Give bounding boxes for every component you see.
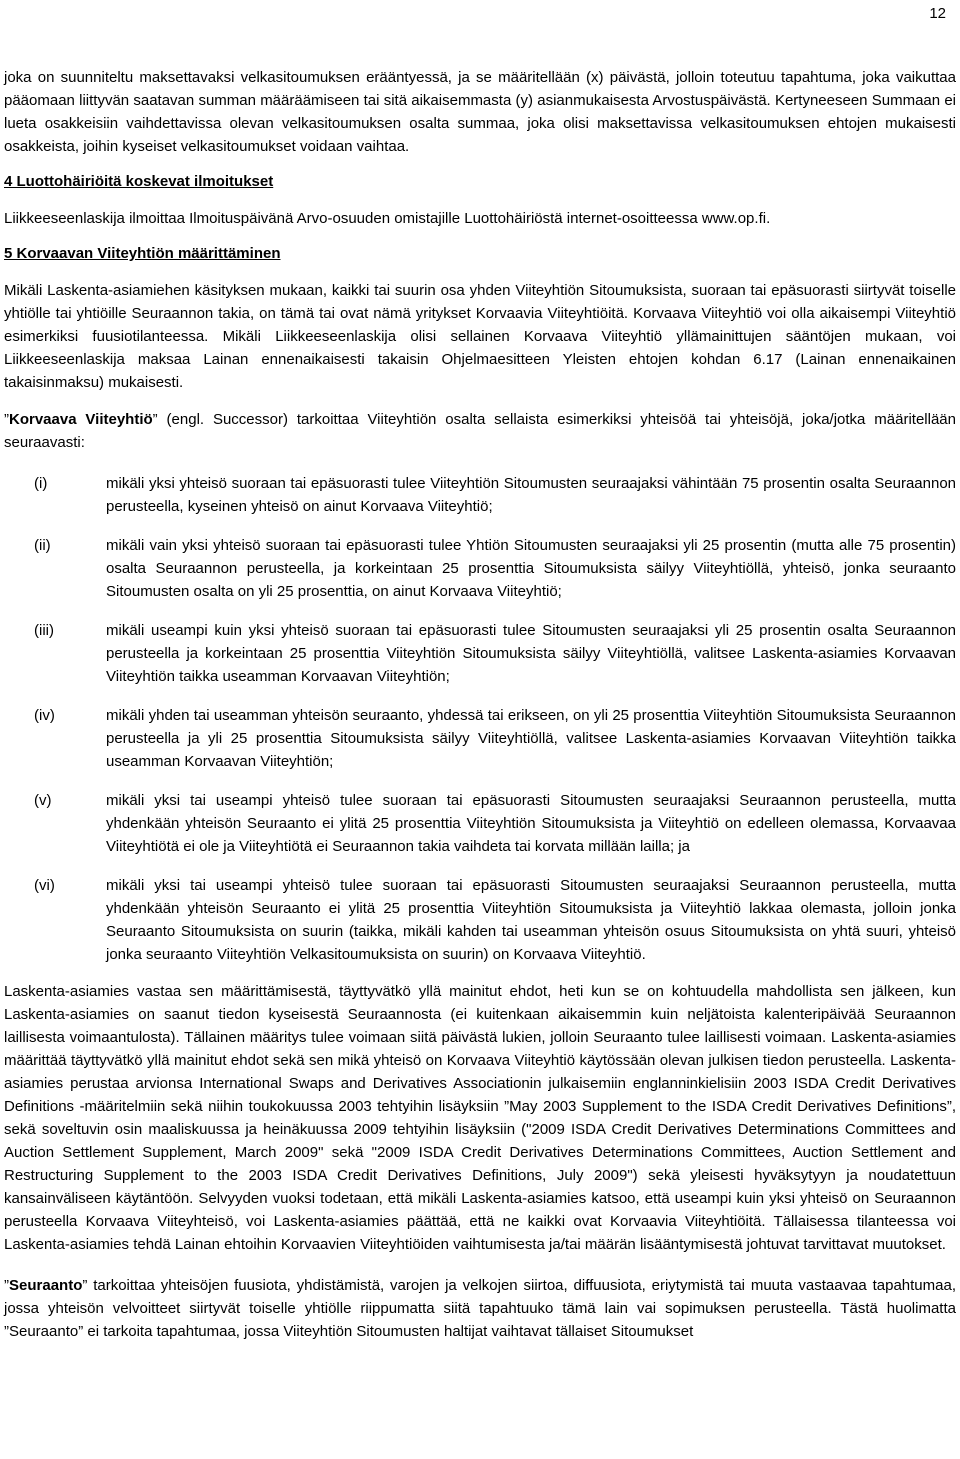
list-item-text: mikäli vain yksi yhteisö suoraan tai epäsuorasti tulee Yhtiön Sitoumusten seuraajaksi yli 25 prosentin (mutta alle 75 prosentin) osalta Seuraannon perusteella, ja korkeintaan 25 prosenttia Sitoumuksista säilyy Viiteyhtiöllä, yhteisö, jonka seuraanto Sitoumusten osalta on yli 25 prosenttia, on ainut Korvaava Viiteyhtiö; bbox=[106, 537, 956, 600]
list-item bbox=[4, 789, 956, 858]
open-quote: ” bbox=[4, 411, 9, 428]
list-item bbox=[4, 534, 956, 603]
list-item bbox=[4, 619, 956, 688]
list-item-number: (iv) bbox=[34, 707, 55, 724]
definition-korvaava-viiteyhtio bbox=[4, 408, 956, 454]
section-5-body: Mikäli Laskenta-asiamiehen käsityksen mukaan, kaikki tai suurin osa yhden Viiteyhtiön Sitoumuksista, suoraan tai epäsuorasti siirtyvät toiselle yhtiölle tai yhtiöille Seuraannon takia, on tämä tai ovat nämä yritykset Korvaavia Viiteyhtiöitä. Korvaava Viiteyhtiö voi olla aikaisempi Viiteyhtiö esimerkiksi fuusiotilanteessa. Mikäli Liikkeeseenlaskija olisi sellainen Korvaava Viiteyhtiö yllämainittujen sääntöjen mukaan, voi Liikkeeseenlaskija maksaa Lainan ennenaikaisesti takaisin Ohjelmaesitteen Yleisten ehtojen kohdan 6.17 (Lainan ennenaikainen takaisinmaksu) mukaisesti. bbox=[4, 282, 956, 391]
definition-text: (engl. Successor) tarkoittaa Viiteyhtiön osalta sellaista esimerkiksi yhteisöä tai yhteisöjä, joka/jotka määritellään seuraavasti: bbox=[4, 411, 956, 451]
section-5-heading: 5 Korvaavan Viiteyhtiön määrittäminen bbox=[4, 245, 281, 262]
list-item-text: mikäli yksi tai useampi yhteisö tulee suoraan tai epäsuorasti Sitoumusten seuraajaksi Seuraannon perusteella, mutta yhdenkään yhteisön Seuraanto ei ylitä 25 prosenttia Viiteyhtiön Sitoumuksista ja Viiteyhtiö lakkaa olemasta, jolloin jonka Seuraanto Sitoumuksista on suurin (taikka, mikäli kahden tai useamman yhteisön osuus Sitoumuksista on yhtä suuri, yhteisö jonka seuraanto Viiteyhtiön Velkasitoumuksista on suurin) on Korvaava Viiteyhtiö. bbox=[106, 877, 956, 963]
list-item-number: (vi) bbox=[34, 877, 55, 894]
document-body bbox=[4, 66, 956, 1343]
list-item-text: mikäli useampi kuin yksi yhteisö suoraan tai epäsuorasti tulee Sitoumusten seuraajaksi yli 25 prosentin osalta Seuraannon perusteella ja korkeintaan 25 prosenttia Viiteyhtiön Sitoumuksista säilyy Viiteyhtiöllä, valitsee Laskenta-asiamies Korvaavan Viiteyhtiön taikka useamman Korvaavan Viiteyhtiön; bbox=[106, 622, 956, 685]
list-item-number: (i) bbox=[34, 475, 48, 492]
list-item bbox=[4, 704, 956, 773]
close-quote: ” bbox=[152, 411, 158, 428]
list-item-number: (ii) bbox=[34, 537, 51, 554]
intro-paragraph: joka on suunniteltu maksettavaksi velkasitoumuksen erääntyessä, ja se määritellään (x) päivästä, jolloin toteutuu tapahtuma, joka vaikuttaa pääomaan liittyvän saatavan summan määräämiseen tai sitä aikaisemmasta (y) asianmukaisesta Arvostuspäivästä. Kertyneeseen Summaan ei lueta osakkeisiin vaihdettavissa olevan velkasitoumuksen osalta summaa, joka olisi maksettavissa velkasitoumuksen ehtojen mukaisesti osakkeista, joihin kyseiset velkasitoumukset voidaan vaihtaa. bbox=[4, 69, 956, 155]
list-item bbox=[4, 874, 956, 966]
definition-term: Seuraanto bbox=[9, 1277, 83, 1294]
section-4-heading: 4 Luottohäiriöitä koskevat ilmoitukset bbox=[4, 173, 274, 190]
list-item-text: mikäli yksi yhteisö suoraan tai epäsuorasti tulee Viiteyhtiön Sitoumusten seuraajaksi vähintään 75 prosentin osalta Seuraannon perusteella, kyseinen yhteisö on ainut Korvaava Viiteyhtiö; bbox=[106, 475, 956, 515]
section-4-body: Liikkeeseenlaskija ilmoittaa Ilmoituspäivänä Arvo-osuuden omistajille Luottohäiriöstä internet-osoitteessa www.op.fi. bbox=[4, 210, 771, 227]
list-item-number: (iii) bbox=[34, 622, 54, 639]
close-quote: ” bbox=[82, 1277, 88, 1294]
successor-criteria-list bbox=[4, 472, 956, 966]
definition-seuraanto bbox=[4, 1274, 956, 1343]
page-number: 12 bbox=[929, 5, 946, 22]
open-quote: ” bbox=[4, 1277, 9, 1294]
closing-paragraph: Laskenta-asiamies vastaa sen määrittämisestä, täyttyvätkö yllä mainitut ehdot, heti kun se on kohtuudella mahdollista sen jälkeen, kun Laskenta-asiamies on saanut tiedon kyseisestä Seuraannosta (ei kuitenkaan aikaisemmin kuin neljätoista kalenteripäivää Seuraannon laillisesta voimaantulosta). Tällainen määritys tulee voimaan siitä päivästä lukien, jolloin Seuraanto tulee laillisesti voimaan. Laskenta-asiamies määrittää täyttyvätkö yllä mainitut ehdot sekä sen mikä yhteisö on Korvaava Viiteyhtiö käytössään olevan julkisen tiedon perusteella. Laskenta-asiamies perustaa arvionsa International Swaps and Derivatives Associationin julkaisemiin englanninkielisiin 2003 ISDA Credit Derivatives Definitions -määritelmiin sekä niihin toukokuussa 2003 tehtyihin lisäyksiin ”May 2003 Supplement to the ISDA Credit Derivatives Definitions”, sekä soveltuvin osin maaliskuussa ja heinäkuussa 2009 tehtyihin lisäyksiin ("2009 ISDA Credit Derivatives Determinations Committees and Auction Settlement Supplement, March 2009" sekä "2009 ISDA Credit Derivatives Determinations Committees, Auction Settlement and Restructuring Supplement to the 2003 ISDA Credit Derivatives Definitions, July 2009") sekä yleisesti hyväksytyyn ja noudatettuun kansainväliseen käytäntöön. Selvyyden vuoksi todetaan, että mikäli Laskenta-asiamies katsoo, että useampi kuin yksi yhteisö on Seuraannon perusteella Korvaava Viiteyhteisö, voi Laskenta-asiamies päättää, että ne kaikki ovat Korvaavia Viiteyhtiöitä. Tällaisessa tilanteessa voi Laskenta-asiamies tehdä Lainan ehtoihin Korvaavien Viiteyhtiöiden vaihtumisesta ja/tai määrän lisääntymisestä johtuvat tarvittavat muutokset. bbox=[4, 983, 956, 1253]
definition-term: Korvaava Viiteyhtiö bbox=[9, 411, 153, 428]
list-item-text: mikäli yhden tai useamman yhteisön seuraanto, yhdessä tai erikseen, on yli 25 prosenttia Viiteyhtiön Sitoumuksista Seuraannon perusteella ja yli 25 prosenttia Sitoumuksista säilyy Viiteyhtiöllä, valitsee Laskenta-asiamies Korvaavan Viiteyhtiön taikka useamman Korvaavan Viiteyhtiön; bbox=[106, 707, 956, 770]
list-item bbox=[4, 472, 956, 518]
list-item-text: mikäli yksi tai useampi yhteisö tulee suoraan tai epäsuorasti Sitoumusten seuraajaksi Seuraannon perusteella, mutta yhdenkään yhteisön Seuraanto ei ylitä 25 prosenttia Viiteyhtiön Sitoumuksista ja Viiteyhtiö on edelleen olemassa, Korvaavaa Viiteyhtiötä ei ole ja Viiteyhtiötä ei Seuraannon takia vaihdeta tai korvata millään lailla; ja bbox=[106, 792, 956, 855]
list-item-number: (v) bbox=[34, 792, 52, 809]
definition-text: tarkoittaa yhteisöjen fuusiota, yhdistämistä, varojen ja velkojen siirtoa, diffuusiota, eriytymistä tai muuta vastaavaa tapahtumaa, jossa yhteisön velvoitteet siirtyvät toiselle yhtiölle riippumatta siitä tapahtuuko tämä lain vai sopimuksen perusteella. Tästä huolimatta ”Seuraanto” ei tarkoita tapahtumaa, jossa Viiteyhtiön Sitoumusten haltijat vaihtavat tällaiset Sitoumukset bbox=[4, 1277, 956, 1340]
